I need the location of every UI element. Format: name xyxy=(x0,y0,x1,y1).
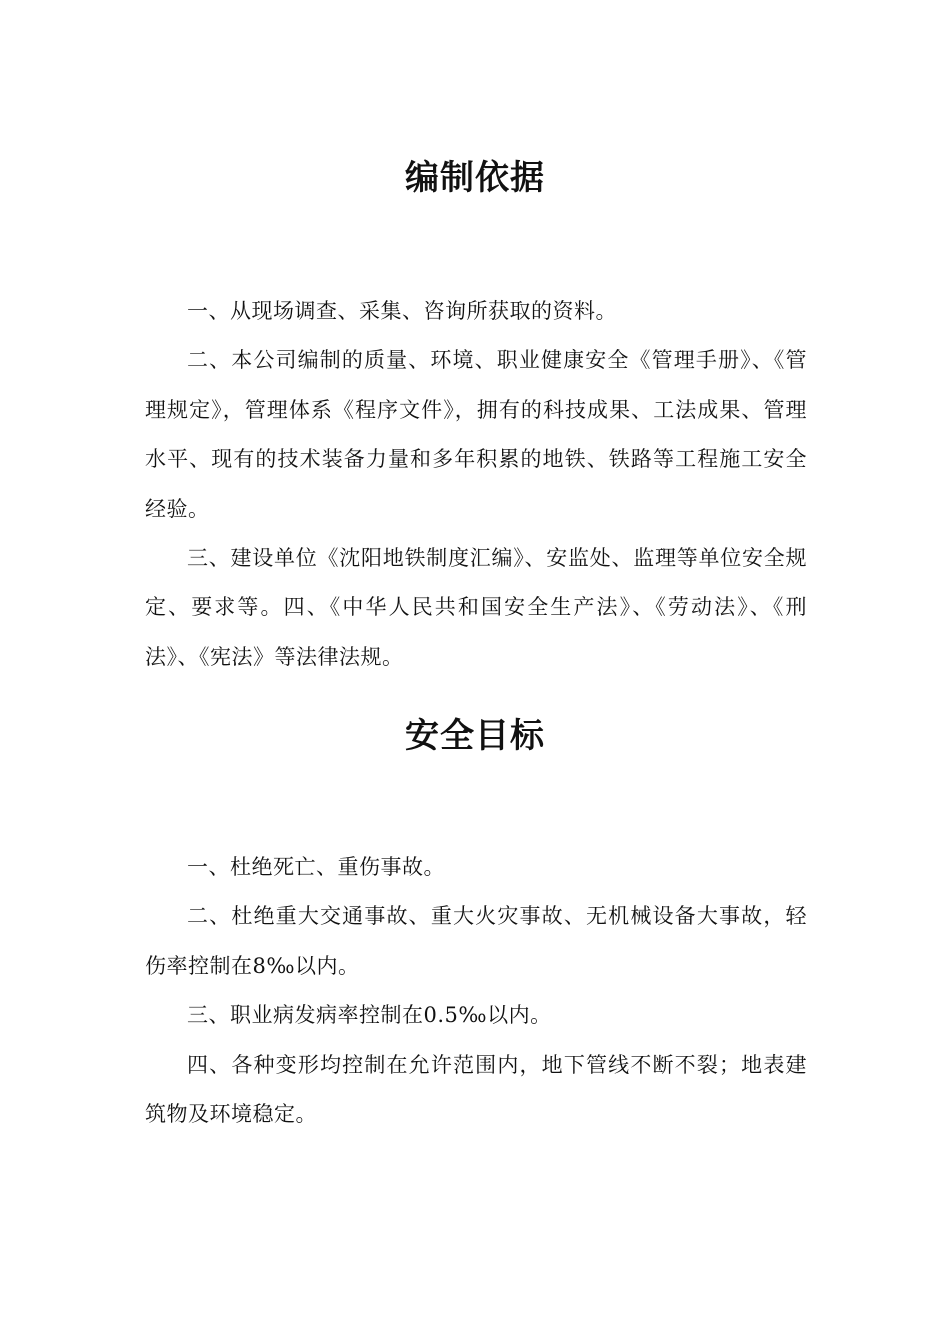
paragraph: 二、杜绝重大交通事故、重大火灾事故、无机械设备大事故，轻伤率控制在8‰以内。 xyxy=(145,904,807,978)
section-compilation-basis xyxy=(145,287,807,682)
paragraph: 一、从现场调查、采集、咨询所获取的资料。 xyxy=(187,299,617,323)
paragraph: 三、职业病发病率控制在0.5‰以内。 xyxy=(187,1003,552,1028)
paragraph: 二、本公司编制的质量、环境、职业健康安全《管理手册》、《管理规定》，管理体系《程序文件》，拥有的科技成果、工法成果、管理水平、现有的技术装备力量和多年积累的地铁、铁路等工程施工安全经验。 xyxy=(145,348,807,521)
paragraph: 一、杜绝死亡、重伤事故。 xyxy=(187,855,445,879)
section-title-compilation-basis: 编制依据 xyxy=(405,158,545,198)
section-title-safety-goals: 安全目标 xyxy=(405,716,545,756)
paragraph: 四、各种变形均控制在允许范围内，地下管线不断不裂；地表建筑物及环境稳定。 xyxy=(145,1052,807,1127)
section-safety-goals xyxy=(145,843,807,1139)
paragraph: 三、建设单位《沈阳地铁制度汇编》、安监处、监理等单位安全规定、要求等。四、《中华人民共和国安全生产法》、《劳动法》、《刑法》、《宪法》等法律法规。 xyxy=(145,546,807,669)
